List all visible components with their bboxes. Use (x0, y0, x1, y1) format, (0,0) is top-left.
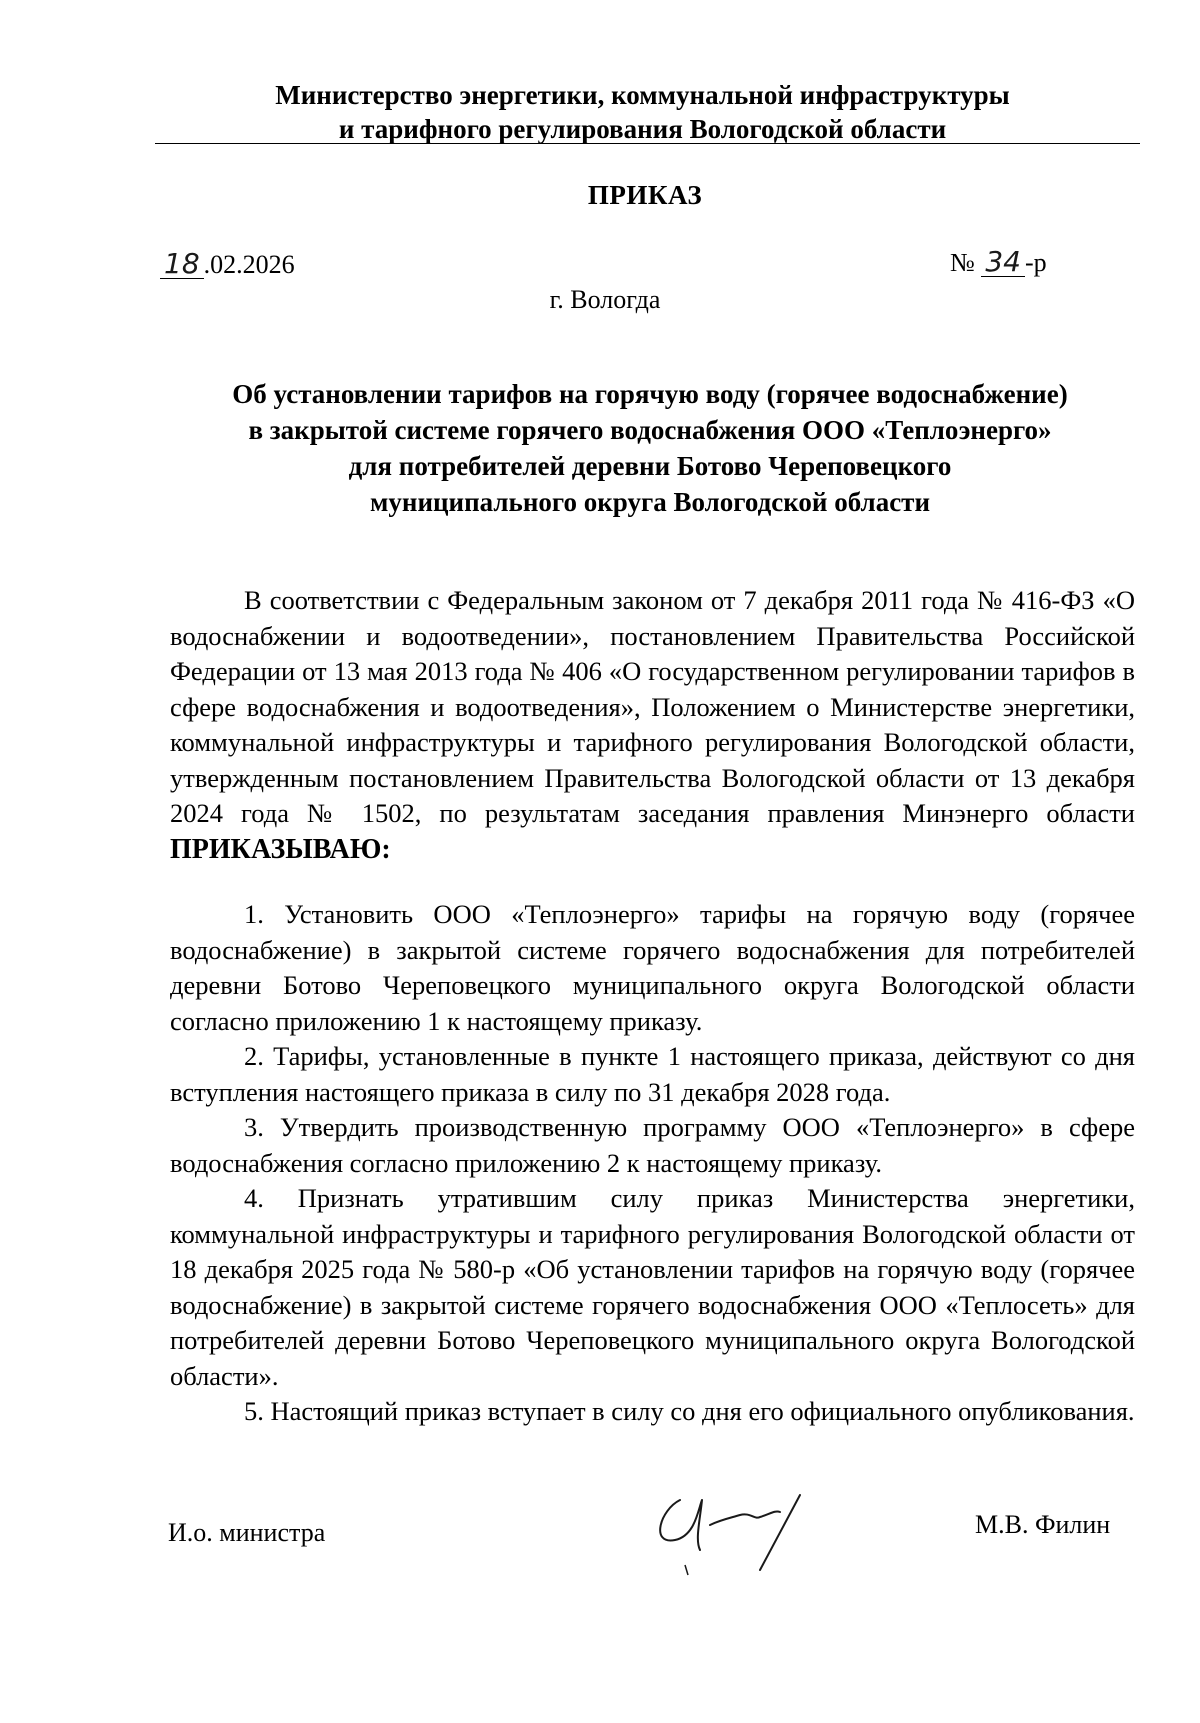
order-items (170, 897, 1135, 1430)
number-suffix: -р (1024, 248, 1047, 277)
order-word: ПРИКАЗЫВАЮ: (170, 833, 391, 865)
order-item-2: 2. Тарифы, установленные в пункте 1 настоящего приказа, действуют со дня вступления настоящего приказа в силу по 31 декабря 2028 года. (170, 1041, 1135, 1107)
subject-line-1: Об установлении тарифов на горячую воду (горячее водоснабжение) (232, 379, 1068, 409)
subject-line-3: для потребителей деревни Ботово Череповецкого (348, 451, 952, 481)
order-subject (160, 376, 1140, 520)
subject-line-4: муниципального округа Вологодской области (370, 487, 930, 517)
city: г. Вологда (549, 285, 661, 314)
ministry-line-2: и тарифного регулирования Вологодской области (338, 114, 947, 144)
subject-line-2: в закрытой системе горячего водоснабжения ООО «Теплоэнерго» (248, 415, 1052, 445)
signer-name: М.В. Филин (975, 1510, 1111, 1539)
handwritten-number: 34 (981, 248, 1025, 277)
handwritten-signature (640, 1470, 840, 1580)
number-sign: № (950, 248, 975, 277)
preamble-paragraph (170, 583, 1135, 867)
printed-date: .02.2026 (203, 250, 295, 279)
ministry-line-1: Министерство энергетики, коммунальной инфраструктуры (275, 80, 1010, 110)
order-item-4: 4. Признать утратившим силу приказ Министерства энергетики, коммунальной инфраструктуры и тарифного регулирования Вологодской области от 18 декабря 2025 года № 580-р «Об установлении тарифов на горячую воду (горячее водоснабжение) в закрытой системе горячего водоснабжения ООО «Теплосеть» для потребителей деревни Ботово Череповецкого муниципального округа Вологодской области». (170, 1183, 1135, 1391)
signer-title: И.о. министра (168, 1518, 326, 1547)
order-item-3: 3. Утвердить производственную программу ООО «Теплоэнерго» в сфере водоснабжения согласно приложению 2 к настоящему приказу. (170, 1112, 1135, 1178)
document-type-title: ПРИКАЗ (587, 180, 703, 210)
header-divider (155, 143, 1140, 144)
order-item-1: 1. Установить ООО «Теплоэнерго» тарифы на горячую воду (горячее водоснабжение) в закрытой системе горячего водоснабжения для потребителей деревни Ботово Череповецкого муниципального округа Вологодской области согласно приложению 1 к настоящему приказу. (170, 899, 1135, 1036)
handwritten-day: 18 (160, 250, 204, 279)
order-item-5: 5. Настоящий приказ вступает в силу со дня его официального опубликования. (244, 1396, 1135, 1426)
order-number (950, 245, 1047, 278)
order-date (160, 247, 295, 280)
ministry-header (155, 78, 1130, 146)
order-body (170, 583, 1135, 1430)
preamble-text: В соответствии с Федеральным законом от 7 декабря 2011 года № 416-ФЗ «О водоснабжении и водоотведении», постановлением Правительства Российской Федерации от 13 мая 2013 года № 406 «О государственном регулировании тарифов в сфере водоснабжения и водоотведения», Положением о Министерстве энергетики, коммунальной инфраструктуры и тарифного регулирования Вологодской области, утвержденным постановлением Правительства Вологодской области от 13 декабря 2024 года № 1502, по результатам заседания правления Минэнерго области (170, 585, 1135, 828)
